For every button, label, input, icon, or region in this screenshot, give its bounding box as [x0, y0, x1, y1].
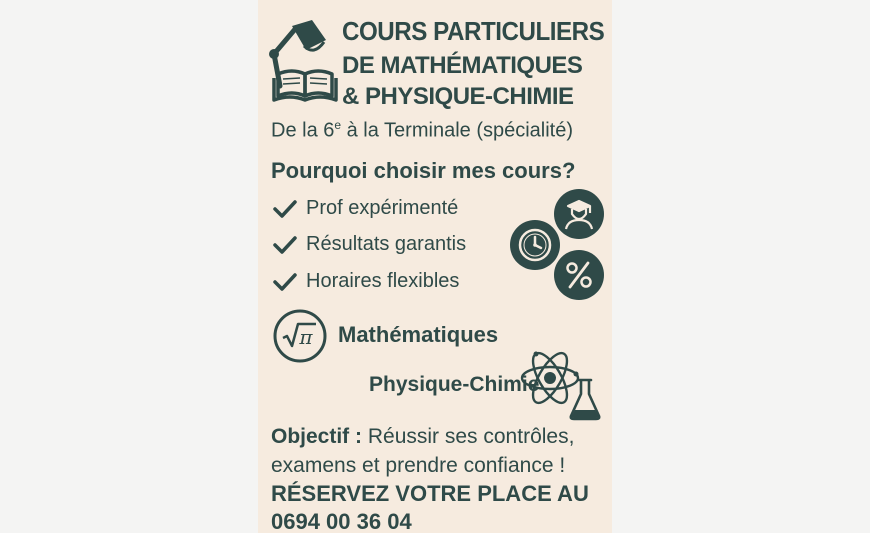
objective-body: Réussir ses contrôles, examens et prendre confiance ! [271, 425, 575, 477]
objective-text [271, 422, 601, 480]
svg-text:π: π [299, 325, 313, 349]
subtitle-suffix: à la Terminale (spécialité) [341, 119, 574, 142]
why-heading: Pourquoi choisir mes cours? [271, 158, 576, 183]
check-icon [272, 234, 298, 256]
subject-physics: Physique-Chimie [369, 373, 540, 396]
objective-label: Objectif : [271, 425, 363, 448]
check-icon [272, 271, 298, 293]
title-line-3: & PHYSIQUE-CHIMIE [342, 83, 574, 110]
desk-lamp-book-icon [266, 16, 342, 104]
subtitle-prefix: De la 6 [271, 119, 335, 142]
clock-icon [510, 220, 560, 270]
title-line-1: COURS PARTICULIERS [342, 16, 605, 46]
title-line-2: DE MATHÉMATIQUES [342, 52, 583, 79]
call-to-action [271, 480, 589, 533]
phone-number: 0694 00 36 04 [271, 509, 412, 533]
subtitle-sup: e [334, 118, 342, 132]
sqrt-pi-icon [272, 308, 328, 364]
benefit-label: Prof expérimenté [306, 197, 459, 219]
benefit-item [272, 197, 458, 220]
benefit-label: Horaires flexibles [306, 270, 460, 292]
level-subtitle [271, 118, 573, 143]
percent-icon [554, 250, 604, 300]
flask-icon [568, 376, 602, 422]
subject-math: Mathématiques [338, 322, 499, 347]
teacher-icon [554, 189, 604, 239]
check-icon [272, 198, 298, 220]
benefit-item [272, 270, 459, 293]
benefit-item [272, 233, 466, 256]
benefit-label: Résultats garantis [306, 233, 467, 255]
cta-line: RÉSERVEZ VOTRE PLACE AU [271, 481, 589, 506]
flyer [258, 0, 612, 533]
